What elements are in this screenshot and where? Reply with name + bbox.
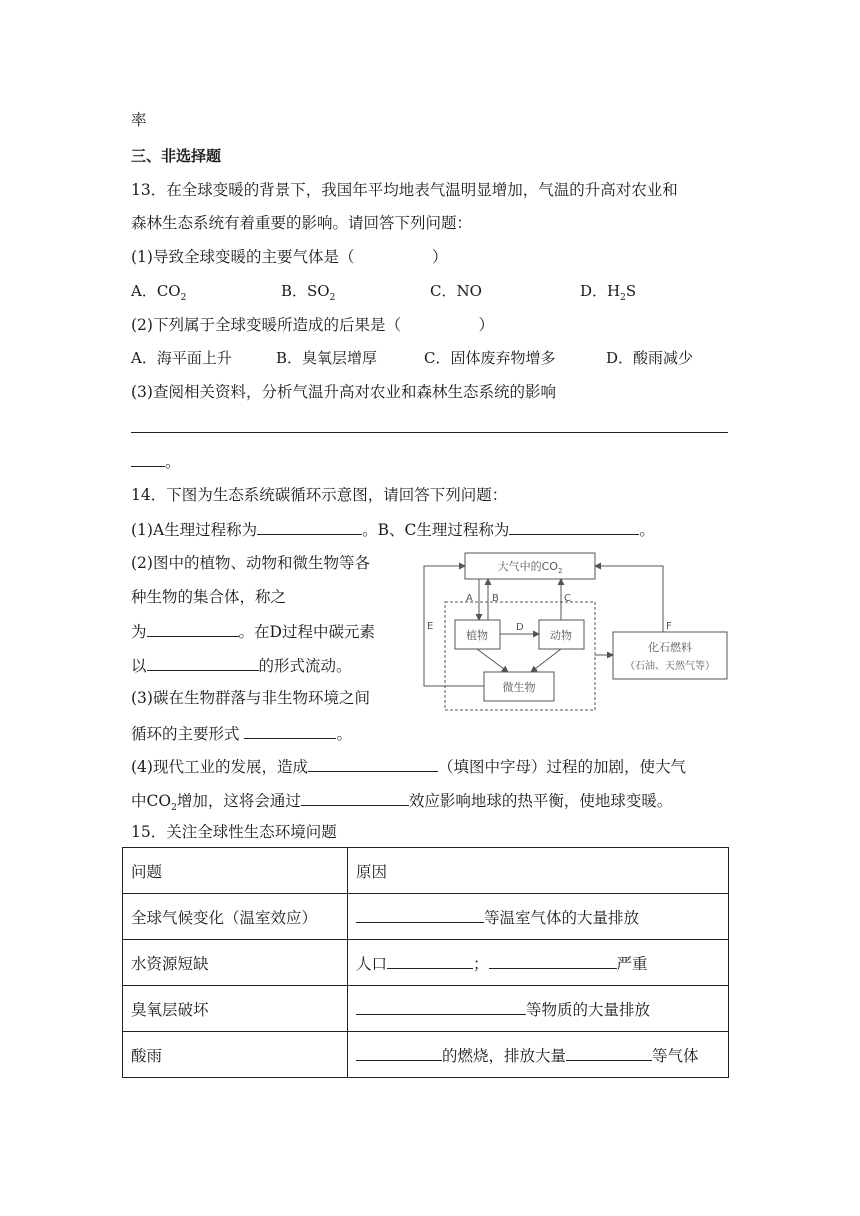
- label-b: B: [492, 593, 499, 604]
- q14-part1: [131, 518, 655, 540]
- q15-stem: 15．关注全球性生态环境问题: [131, 823, 337, 841]
- top-fragment: 率: [131, 111, 147, 129]
- table-header-row: [123, 848, 729, 894]
- q13-option-a[interactable]: [131, 281, 186, 308]
- blank-water[interactable]: [489, 952, 617, 969]
- q14-p4-blank-letter[interactable]: [308, 755, 438, 772]
- blank-ozone-substance[interactable]: [356, 998, 526, 1015]
- q14-p4-l2-mid: 增加，这将会通过: [176, 792, 301, 810]
- q15-table: [122, 847, 729, 1078]
- label-c: C: [564, 593, 571, 604]
- q14-p2-line4: [131, 654, 352, 676]
- cause-text: 等物质的大量排放: [526, 1000, 651, 1019]
- q14-p2-l3-suffix: 。在D过程中碳元素: [238, 623, 375, 641]
- label-a: A: [466, 593, 473, 604]
- blank-fuel[interactable]: [356, 1044, 442, 1061]
- cause-cell: [348, 1032, 729, 1078]
- plant-label: 植物: [466, 629, 488, 642]
- q14-p4-blank-effect[interactable]: [301, 789, 409, 806]
- q13-stem-line2: 森林生态系统有着重要的影响。请回答下列问题：: [131, 214, 473, 232]
- option-d-suffix: S: [625, 282, 637, 300]
- q13-answer-line[interactable]: [131, 432, 728, 433]
- option-b-sub: 2: [329, 293, 336, 303]
- cause-cell: [348, 940, 729, 986]
- q13-stem-line1: 13．在全球变暖的背景下，我国年平均地表气温明显增加，气温的升高对农业和: [131, 181, 678, 199]
- fossil-label-line1: 化石燃料: [648, 641, 692, 654]
- q14-p4-co2-sub: 2: [171, 803, 177, 814]
- label-d: D: [516, 622, 524, 633]
- option-b-text: B．SO: [281, 282, 330, 300]
- blank-greenhouse-gas[interactable]: [356, 906, 484, 923]
- q13-part1: (1)导致全球变暖的主要气体是（ ）: [131, 248, 448, 266]
- problem-cell: 全球气候变化（温室效应）: [123, 894, 348, 940]
- q14-p1-blank-a[interactable]: [257, 518, 362, 535]
- q14-p2-blank-form[interactable]: [147, 654, 259, 671]
- q14-p4-l1-prefix: (4)现代工业的发展，造成: [131, 758, 308, 776]
- animal-label: 动物: [550, 629, 572, 642]
- problem-cell: 水资源短缺: [123, 940, 348, 986]
- q14-p1-text-c: 。: [639, 521, 655, 539]
- q14-p3-line2: [131, 722, 352, 744]
- problem-cell: 臭氧层破坏: [123, 986, 348, 1032]
- q14-p2-l4-suffix: 的形式流动。: [258, 657, 352, 675]
- cause-text-end: 严重: [616, 954, 648, 973]
- q14-p4-line2: [131, 789, 672, 818]
- table-row: [123, 894, 729, 940]
- microbe-label: 微生物: [502, 681, 536, 694]
- arrow-plant-microbe: [477, 649, 508, 672]
- header-cause: 原因: [348, 848, 729, 894]
- q14-p2-l4-prefix: 以: [131, 657, 147, 675]
- cause-cell: [348, 986, 729, 1032]
- label-e: E: [427, 621, 434, 632]
- q14-p4-l1-suffix: （填图中字母）过程的加剧，使大气: [437, 758, 686, 776]
- table-row: [123, 940, 729, 986]
- q14-p3-line1: (3)碳在生物群落与非生物环境之间: [131, 689, 370, 707]
- q13-p2-option-a[interactable]: A．海平面上升: [131, 349, 232, 367]
- q14-p3-blank[interactable]: [244, 722, 336, 739]
- arrow-f: [595, 566, 663, 632]
- blank-gas[interactable]: [566, 1044, 652, 1061]
- q14-p4-line1: [131, 755, 686, 777]
- q14-p1-text-a: (1)A生理过程称为: [131, 521, 258, 539]
- q14-p3-l2-suffix: 。: [336, 725, 352, 743]
- q13-option-d[interactable]: [580, 281, 636, 308]
- header-problem: 问题: [123, 848, 348, 894]
- q13-period: 。: [165, 453, 181, 471]
- carbon-cycle-diagram: [418, 545, 733, 715]
- q14-p1-text-b: 。B、C生理过程称为: [362, 521, 510, 539]
- q13-option-b[interactable]: [281, 281, 335, 308]
- cause-text: 的燃烧，排放大量: [442, 1046, 567, 1065]
- q14-p2-line2: 种生物的集合体，称之: [131, 588, 287, 606]
- q13-p2-option-b[interactable]: B．臭氧层增厚: [276, 349, 378, 367]
- q13-part3: (3)查阅相关资料，分析气温升高对农业和森林生态系统的影响: [131, 383, 556, 401]
- q14-p4-l2-prefix: 中CO: [131, 792, 172, 810]
- q14-p2-l3-prefix: 为: [131, 623, 147, 641]
- option-d-sub: 2: [620, 293, 626, 303]
- cause-text: 人口: [356, 954, 388, 973]
- q13-answer-blank-tail[interactable]: [131, 450, 165, 467]
- q13-part2: (2)下列属于全球变暖所造成的后果是（ ）: [131, 316, 494, 334]
- cause-text-end: 等气体: [652, 1046, 699, 1065]
- cause-cell: [348, 894, 729, 940]
- q13-p2-option-d[interactable]: D．酸雨减少: [606, 349, 694, 367]
- q14-p4-l2-suffix: 效应影响地球的热平衡，使地球变暖。: [408, 792, 673, 810]
- label-f: F: [666, 621, 672, 632]
- q13-answer-tail: [131, 450, 181, 472]
- arrow-animal-microbe: [531, 649, 561, 672]
- q14-p3-l2-prefix: 循环的主要形式: [131, 725, 240, 743]
- option-d-text: D．H: [580, 282, 621, 300]
- fossil-label-line2: （石油、天然气等）: [625, 661, 715, 672]
- q14-p2-line1: (2)图中的植物、动物和微生物等各: [131, 554, 370, 572]
- q14-stem: 14．下图为生态系统碳循环示意图，请回答下列问题：: [131, 486, 508, 504]
- cause-text: 等温室气体的大量排放: [484, 908, 640, 927]
- cause-separator: ；: [473, 954, 489, 973]
- problem-cell: 酸雨: [123, 1032, 348, 1078]
- q14-p2-line3: [131, 620, 375, 642]
- q14-p1-blank-bc[interactable]: [509, 518, 639, 535]
- atmosphere-label: 大气中的$CO_2$: [497, 560, 563, 575]
- option-a-text: A．CO: [131, 282, 181, 300]
- q13-p2-option-c[interactable]: C．固体废弃物增多: [424, 349, 556, 367]
- q13-option-c[interactable]: C．NO: [430, 282, 482, 300]
- blank-population[interactable]: [387, 952, 473, 969]
- section-title: 三、非选择题: [131, 147, 222, 165]
- table-row: [123, 986, 729, 1032]
- q14-p2-blank-community[interactable]: [147, 620, 239, 637]
- table-row: [123, 1032, 729, 1078]
- option-a-sub: 2: [180, 293, 187, 303]
